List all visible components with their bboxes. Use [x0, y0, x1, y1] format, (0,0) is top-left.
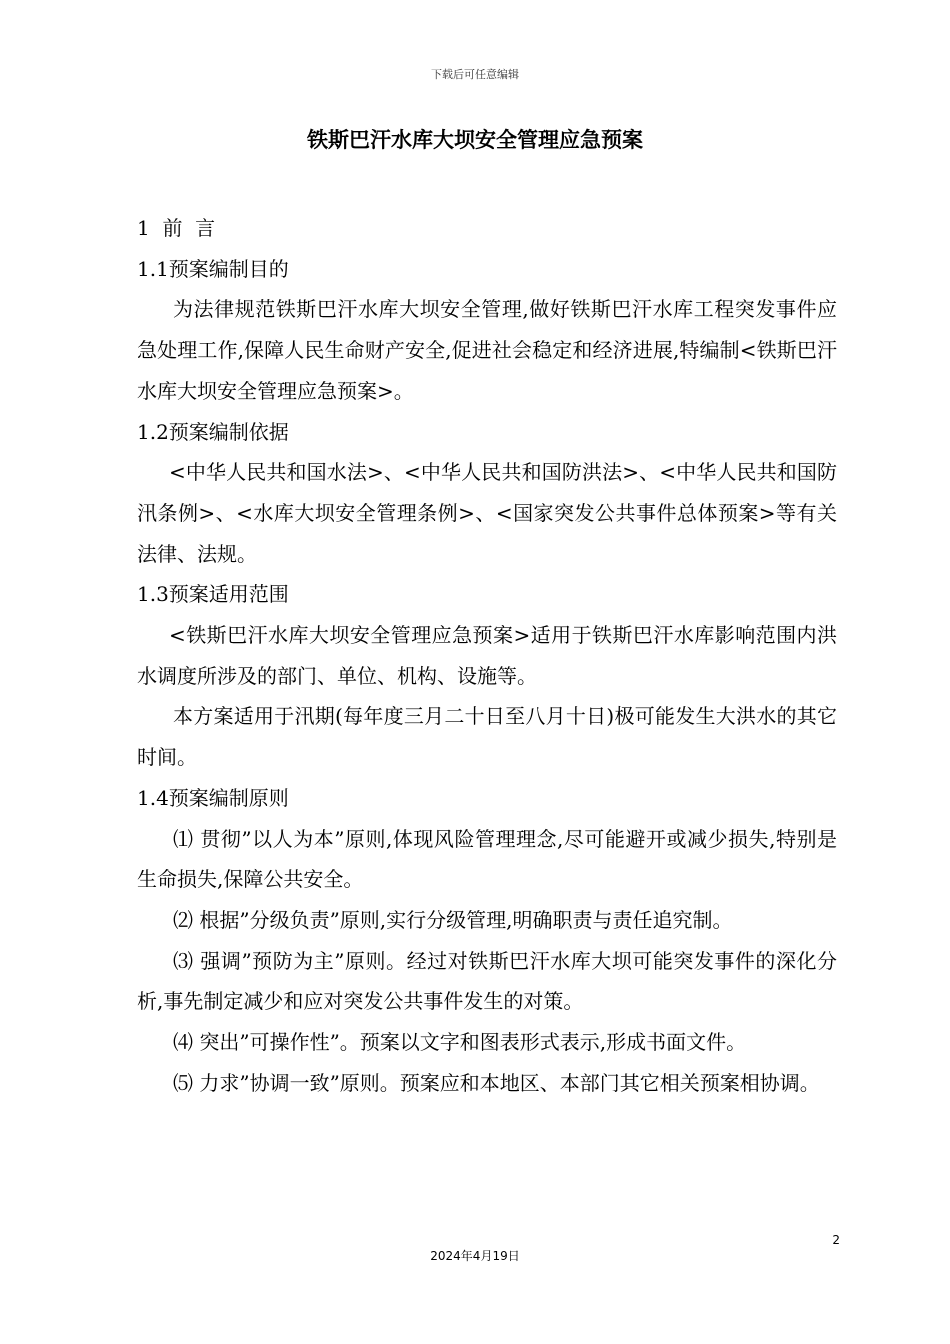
paragraph-basis: <中华人民共和国水法>、<中华人民共和国防洪法>、<中华人民共和国防汛条例>、<水库大坝安全管理条例>、<国家突发公共事件总体预案>等有关法律、法规。 — [137, 460, 837, 566]
page-footer-date: 2024年4月19日 — [430, 1249, 520, 1263]
section-heading-1-4: 1.4预案编制原则 — [137, 785, 289, 810]
section-heading-1-2: 1.2预案编制依据 — [137, 419, 289, 444]
paragraph-scope: <铁斯巴汗水库大坝安全管理应急预案>适用于铁斯巴汗水库影响范围内洪水调度所涉及的部门、单位、机构、设施等。 — [137, 623, 837, 688]
principle-item-3: ⑶ 强调”预防为主”原则。经过对铁斯巴汗水库大坝可能突发事件的深化分析,事先制定减少和应对突发公共事件发生的对策。 — [137, 948, 837, 1014]
paragraph-purpose: 为法律规范铁斯巴汗水库大坝安全管理,做好铁斯巴汗水库工程突发事件应急处理工作,保障人民生命财产安全,促进社会稳定和经济进展,特编制<铁斯巴汗水库大坝安全管理应急预案>。 — [137, 297, 837, 403]
section-heading-1: 1 前 言 — [137, 216, 216, 240]
page-number: 2 — [832, 1233, 840, 1247]
paragraph-scope-period: 本方案适用于汛期(每年度三月二十日至八月十日)极可能发生大洪水的其它时间。 — [137, 704, 837, 770]
section-heading-1-1: 1.1预案编制目的 — [137, 256, 289, 281]
principle-item-2: ⑵ 根据”分级负责”原则,实行分级管理,明确职责与责任追究制。 — [173, 907, 733, 932]
document-title: 铁斯巴汗水库大坝安全管理应急预案 — [307, 128, 643, 152]
principle-item-5: ⑸ 力求”协调一致”原则。预案应和本地区、本部门其它相关预案相协调。 — [173, 1070, 820, 1095]
principle-item-4: ⑷ 突出”可操作性”。预案以文字和图表形式表示,形成书面文件。 — [173, 1030, 747, 1055]
page-header: 下载后可任意编辑 — [431, 68, 519, 81]
document-body — [137, 208, 837, 1103]
principle-item-1: ⑴ 贯彻”以人为本”原则,体现风险管理理念,尽可能避开或减少损失,特别是生命损失,保障公共安全。 — [137, 826, 837, 892]
section-heading-1-3: 1.3预案适用范围 — [137, 582, 289, 607]
